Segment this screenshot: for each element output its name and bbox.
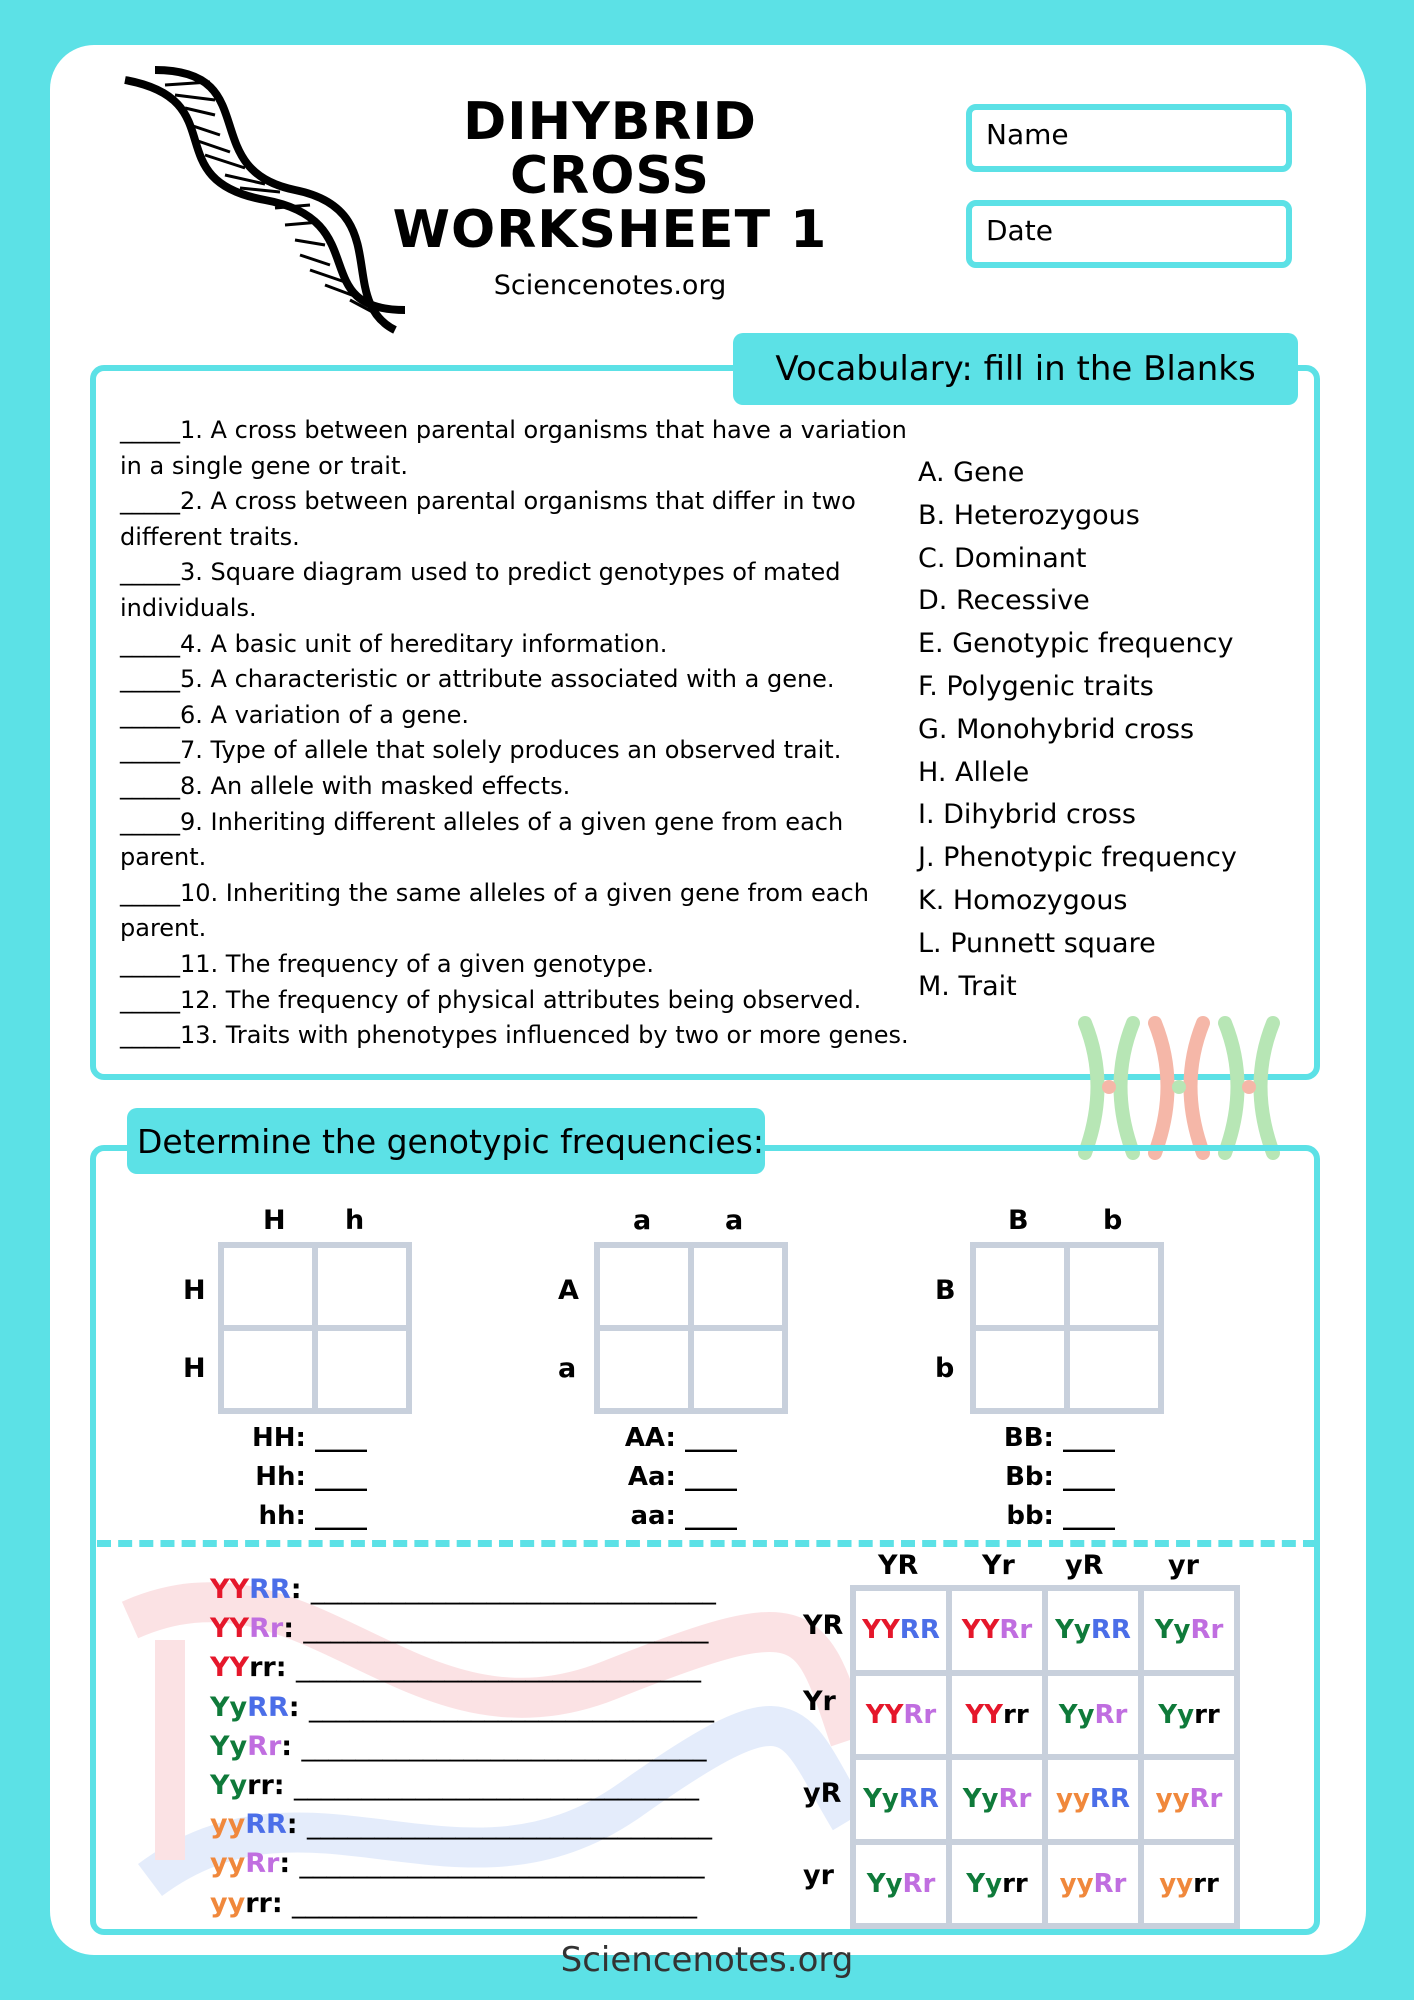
genotype-line[interactable]: yyrr: ______________________________ [210,1887,698,1919]
punnett-cell: yy RR [1048,1760,1138,1839]
genotype-line[interactable]: YYRR: ______________________________ [210,1574,716,1605]
date-field[interactable] [966,200,1292,268]
vocab-option: L. Punnett square [918,927,1156,959]
vocab-question: _____13. Traits with phenotypes influenced by two or more genes. [120,1021,909,1050]
date-label: Date [986,214,1053,247]
gamete-top: yR [1065,1550,1104,1581]
punnett-top-allele: h [345,1205,365,1236]
vocabulary-options [918,452,1237,1008]
punnett-cell: yy rr [1144,1845,1234,1924]
vocabulary-questions [120,413,920,1054]
gamete-top: yr [1168,1550,1199,1581]
vocab-option: H. Allele [918,756,1030,788]
punnett-cell: Yy Rr [1144,1591,1234,1670]
punnett-cell: Yy RR [856,1760,946,1839]
punnett-top-allele: b [1103,1205,1123,1236]
punnett-cell: YY rr [952,1676,1042,1755]
vocab-option: F. Polygenic traits [918,670,1154,702]
vocab-question: _____7. Type of allele that solely produces an observed trait. [120,736,842,765]
punnett-square-h[interactable] [218,1242,412,1414]
genotype-line[interactable]: yyRr: ______________________________ [210,1848,705,1880]
punnett-cell: YY RR [856,1591,946,1670]
punnett-cell: Yy rr [952,1845,1042,1924]
punnett-cell: Yy RR [1048,1591,1138,1670]
punnett-side-allele: H [183,1275,206,1306]
genotype-line[interactable]: YYrr: ______________________________ [210,1652,701,1684]
genotype-line[interactable]: Yyrr: ______________________________ [210,1770,699,1802]
gamete-side: yr [803,1860,834,1891]
genotype-line[interactable]: YYRr: ______________________________ [210,1613,709,1645]
punnett-side-allele: A [558,1275,579,1306]
vocab-question: _____10. Inheriting the same alleles of a given gene from each parent. [120,878,869,943]
punnett-side-allele: b [935,1353,955,1384]
chromosome-icon [1075,1015,1290,1160]
genotype-answer[interactable]: Bb: ____ [1005,1462,1115,1492]
vocab-option: D. Recessive [918,585,1090,617]
vocabulary-tab: Vocabulary: fill in the Blanks [733,333,1298,405]
vocab-option: M. Trait [918,970,1017,1002]
gamete-side: YR [803,1610,844,1641]
genotype-answer[interactable]: aa: ____ [630,1501,737,1531]
punnett-top-allele: a [633,1205,652,1236]
punnett-square-b[interactable] [970,1242,1164,1414]
vocab-question: _____6. A variation of a gene. [120,700,470,729]
vocab-option: J. Phenotypic frequency [918,842,1237,874]
vocab-option: I. Dihybrid cross [918,799,1136,831]
vocab-question: _____3. Square diagram used to predict genotypes of mated individuals. [120,558,841,622]
punnett-cell: YY Rr [952,1591,1042,1670]
genotype-line[interactable]: YyRR: ______________________________ [210,1691,714,1723]
genotype-answer[interactable]: HH: ____ [252,1423,367,1453]
site-subtitle: Sciencenotes.org [493,270,727,301]
answers-a [617,1419,737,1536]
gamete-top: YR [878,1550,919,1581]
vocab-option: K. Homozygous [918,884,1128,916]
worksheet-title: DIHYBRID CROSS WORKSHEET 1 [392,92,828,260]
genotype-answer[interactable]: hh: ____ [258,1501,367,1531]
punnett-top-allele: H [263,1205,286,1236]
gamete-top: Yr [982,1550,1015,1581]
genotype-answer[interactable]: AA: ____ [624,1423,737,1453]
vocab-option: B. Heterozygous [918,499,1140,531]
genotype-answer[interactable]: Hh: ____ [255,1462,367,1492]
genotype-line[interactable]: YyRr: ______________________________ [210,1730,707,1762]
section-divider [97,1540,1317,1547]
genotype-answer[interactable]: bb: ____ [1006,1501,1115,1531]
vocab-option: A. Gene [918,457,1025,488]
punnett-cell: Yy rr [1144,1676,1234,1755]
punnett-top-allele: a [725,1205,744,1236]
punnett-side-allele: H [183,1353,206,1384]
vocab-option: C. Dominant [918,542,1087,574]
punnett-top-allele: B [1008,1205,1029,1236]
genotype-line[interactable]: yyRR: ______________________________ [210,1809,712,1841]
dihybrid-punnett-square [850,1585,1240,1929]
gamete-side: Yr [803,1686,836,1717]
vocab-question: _____1. A cross between parental organisms that have a variation in a single gene or trait. [120,416,907,480]
vocab-option: E. Genotypic frequency [918,628,1234,660]
answers-h [247,1419,367,1536]
footer-site: Sciencenotes.org [560,1940,854,1980]
genotype-answer[interactable]: BB: ____ [1003,1423,1115,1453]
genotypic-tab: Determine the genotypic frequencies: [127,1108,765,1174]
vocab-option: G. Monohybrid cross [918,713,1195,745]
punnett-cell: Yy Rr [952,1760,1042,1839]
answers-b [995,1419,1115,1536]
name-label: Name [986,118,1069,151]
punnett-square-a[interactable] [594,1242,788,1414]
punnett-cell: yy Rr [1048,1845,1138,1924]
vocab-question: _____8. An allele with masked effects. [120,771,571,800]
vocab-question: _____2. A cross between parental organisms that differ in two different traits. [120,487,856,551]
vocab-question: _____11. The frequency of a given genotype. [120,949,655,978]
punnett-side-allele: B [935,1275,956,1306]
punnett-cell: Yy Rr [856,1845,946,1924]
punnett-cell: yy Rr [1144,1760,1234,1839]
vocab-question: _____12. The frequency of physical attributes being observed. [120,985,862,1014]
vocab-question: _____9. Inheriting different alleles of a given gene from each parent. [120,807,844,872]
dna-helix-icon [115,60,415,340]
genotype-answer[interactable]: Aa: ____ [627,1462,737,1492]
vocab-question: _____4. A basic unit of hereditary information. [120,629,668,658]
gamete-side: yR [803,1778,842,1809]
punnett-side-allele: a [558,1353,577,1384]
punnett-cell: Yy Rr [1048,1676,1138,1755]
vocab-question: _____5. A characteristic or attribute associated with a gene. [120,665,835,694]
dihybrid-genotype-lines [210,1570,716,1923]
name-field[interactable] [966,104,1292,172]
punnett-cell: YY Rr [856,1676,946,1755]
